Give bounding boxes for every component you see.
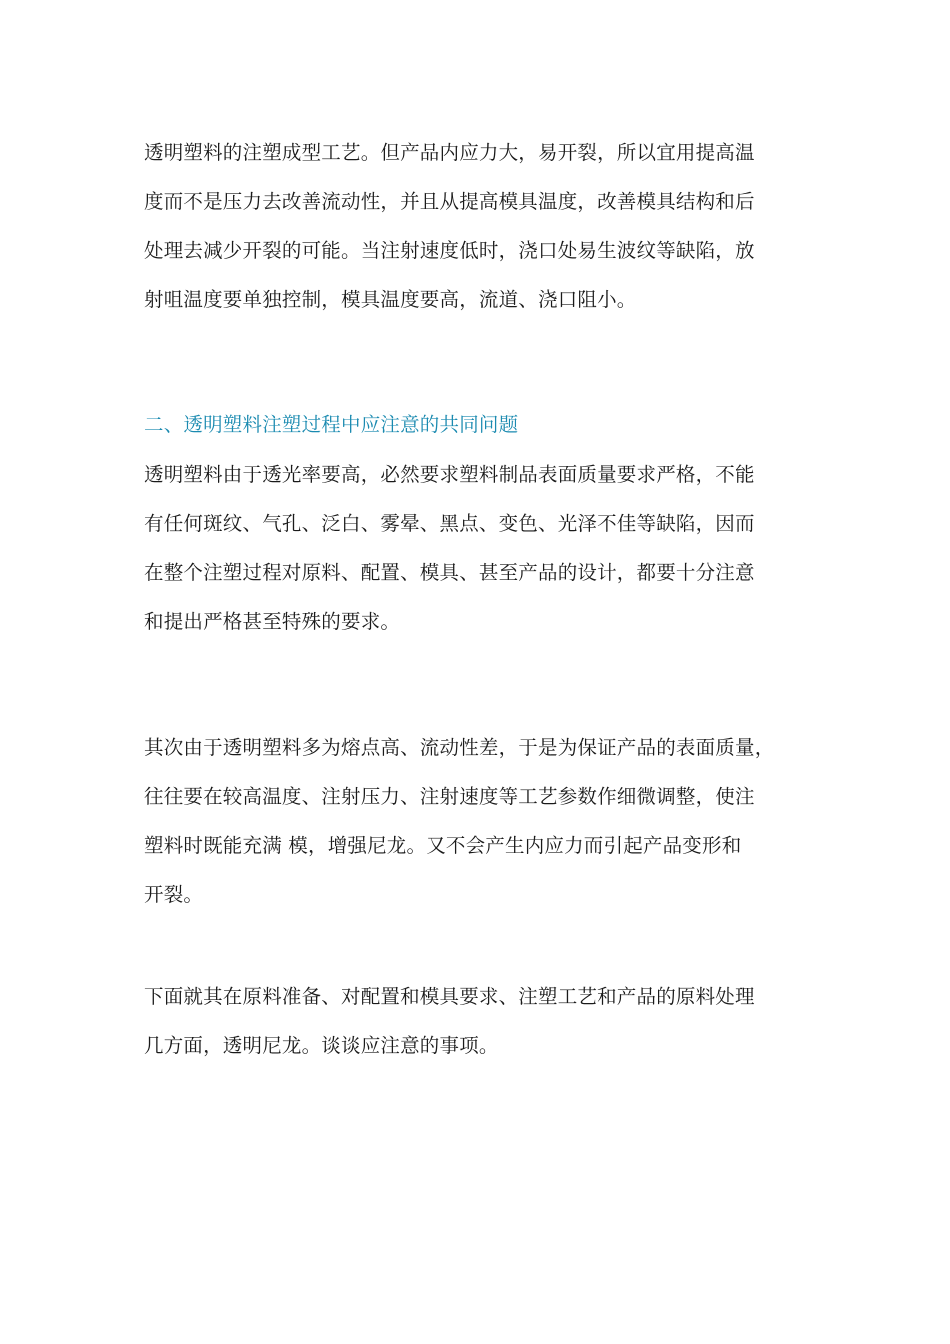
text-line: 往往要在较高温度、注射压力、注射速度等工艺参数作细微调整，使注 (144, 785, 755, 808)
text-line: 透明塑料由于透光率要高，必然要求塑料制品表面质量要求严格，不能 (144, 463, 755, 486)
text-line: 几方面，透明尼龙。谈谈应注意的事项。 (144, 1034, 499, 1057)
text-line: 其次由于透明塑料多为熔点高、流动性差，于是为保证产品的表面质量， (144, 736, 775, 759)
text-line: 透明塑料的注塑成型工艺。但产品内应力大，易开裂，所以宜用提高温 (144, 141, 755, 164)
paragraph-quality-requirements (144, 450, 814, 646)
text-line: 下面就其在原料准备、对配置和模具要求、注塑工艺和产品的原料处理 (144, 985, 755, 1008)
paragraph-process-parameters (144, 723, 814, 919)
paragraph-intro (144, 128, 814, 324)
text-line: 处理去减少开裂的可能。当注射速度低时，浇口处易生波纹等缺陷，放 (144, 239, 755, 262)
text-line: 开裂。 (144, 883, 204, 906)
text-line: 射咀温度要单独控制，模具温度要高，流道、浇口阻小。 (144, 288, 637, 311)
text-line: 和提出严格甚至特殊的要求。 (144, 610, 401, 633)
text-line: 度而不是压力去改善流动性，并且从提高模具温度，改善模具结构和后 (144, 190, 755, 213)
text-line: 有任何斑纹、气孔、泛白、雾晕、黑点、变色、光泽不佳等缺陷，因而 (144, 512, 755, 535)
text-line: 在整个注塑过程对原料、配置、模具、甚至产品的设计，都要十分注意 (144, 561, 755, 584)
text-line: 塑料时既能充满 模，增强尼龙。又不会产生内应力而引起产品变形和 (144, 834, 742, 857)
section-heading: 二、透明塑料注塑过程中应注意的共同问题 (144, 413, 519, 436)
paragraph-overview (144, 972, 814, 1070)
